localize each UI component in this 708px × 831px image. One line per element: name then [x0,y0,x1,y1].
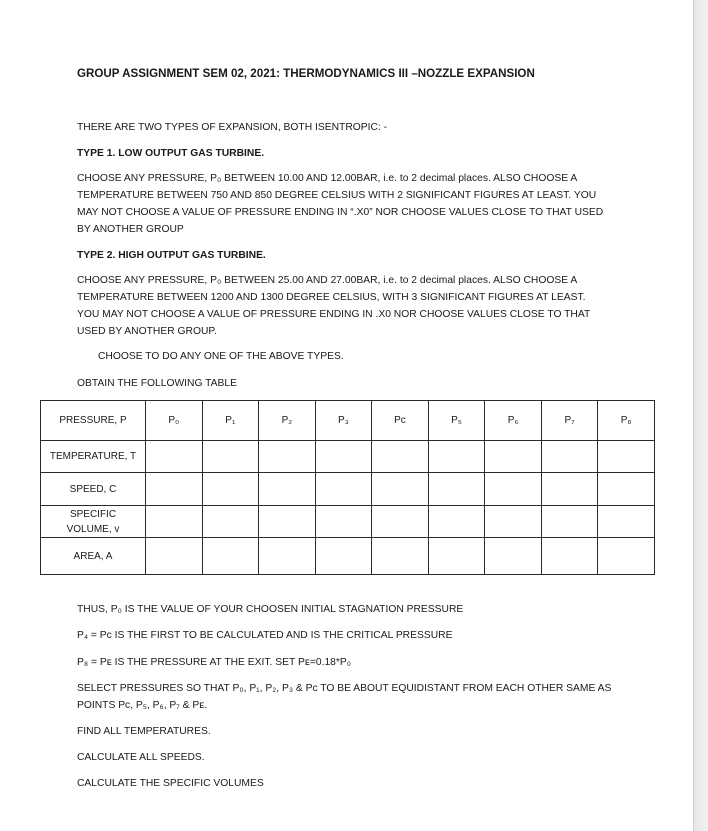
page-title: GROUP ASSIGNMENT SEM 02, 2021: THERMODYNAMICS III –NOZZLE EXPANSION [77,67,535,80]
pressure-col-p8: P₈ [598,401,655,441]
table-cell[interactable] [428,473,485,506]
type1-line-2: TEMPERATURE BETWEEN 750 AND 850 DEGREE CELSIUS WITH 2 SIGNIFICANT FIGURES AT LEAST. YOU [77,190,597,201]
results-table [40,400,655,575]
table-cell[interactable] [315,538,372,575]
table-row-speed [41,473,655,506]
table-cell[interactable] [146,506,203,538]
pressure-col-p2: P₂ [259,401,316,441]
type2-line-3: YOU MAY NOT CHOOSE A VALUE OF PRESSURE ENDING IN .X0 NOR CHOOSE VALUES CLOSE TO THAT [77,309,591,320]
pressure-col-p5: P₅ [428,401,485,441]
note-calculate-volumes: CALCULATE THE SPECIFIC VOLUMES [77,778,264,789]
type1-heading: TYPE 1. LOW OUTPUT GAS TURBINE. [77,148,265,159]
table-cell[interactable] [372,538,429,575]
temperature-label-cell: TEMPERATURE, T [41,441,146,473]
table-cell[interactable] [485,538,542,575]
table-cell[interactable] [372,441,429,473]
type1-line-4: BY ANOTHER GROUP [77,224,184,235]
table-cell[interactable] [485,473,542,506]
table-row-pressure [41,401,655,441]
choose-instruction: CHOOSE TO DO ANY ONE OF THE ABOVE TYPES. [98,351,344,362]
specific-volume-label: SPECIFIC VOLUME, v [66,508,120,535]
table-cell[interactable] [598,441,655,473]
table-cell[interactable] [428,538,485,575]
table-cell[interactable] [485,441,542,473]
note-exit-pressure: P₈ = Pᴇ IS THE PRESSURE AT THE EXIT. SET Pᴇ=0.18*P₀ [77,657,352,668]
intro-text: THERE ARE TWO TYPES OF EXPANSION, BOTH ISENTROPIC: - [77,122,388,133]
table-row-specific-volume [41,506,655,538]
type2-line-2: TEMPERATURE BETWEEN 1200 AND 1300 DEGREE CELSIUS, WITH 3 SIGNIFICANT FIGURES AT LEAST. [77,292,586,303]
note-initial-pressure: THUS, P₀ IS THE VALUE OF YOUR CHOOSEN INITIAL STAGNATION PRESSURE [77,604,464,615]
speed-label-cell: SPEED, C [41,473,146,506]
pressure-col-p1: P₁ [202,401,259,441]
obtain-instruction: OBTAIN THE FOLLOWING TABLE [77,378,238,389]
table-cell[interactable] [315,506,372,538]
table-cell[interactable] [315,473,372,506]
table-cell[interactable] [541,473,598,506]
table-cell[interactable] [202,506,259,538]
table-cell[interactable] [146,538,203,575]
table-cell[interactable] [598,538,655,575]
table-cell[interactable] [146,473,203,506]
type2-line-1: CHOOSE ANY PRESSURE, P₀ BETWEEN 25.00 AND 27.00BAR, i.e. to 2 decimal places. ALSO CHOOSE A [77,275,578,286]
pressure-col-p3: P₃ [315,401,372,441]
table-cell[interactable] [598,473,655,506]
pressure-col-p0: P₀ [146,401,203,441]
table-cell[interactable] [485,506,542,538]
table-cell[interactable] [259,538,316,575]
table-cell[interactable] [541,506,598,538]
table-cell[interactable] [259,506,316,538]
type1-line-3: MAY NOT CHOOSE A VALUE OF PRESSURE ENDING IN “.X0” NOR CHOOSE VALUES CLOSE TO THAT USED [77,207,604,218]
pressure-col-p6: P₆ [485,401,542,441]
table-cell[interactable] [202,473,259,506]
table-cell[interactable] [598,506,655,538]
table-row-area [41,538,655,575]
table-cell[interactable] [259,473,316,506]
specific-volume-label-cell [41,506,146,538]
type2-line-4: USED BY ANOTHER GROUP. [77,326,217,337]
table-cell[interactable] [428,441,485,473]
note-equidistant-line-2: POINTS Pᴄ, P₅, P₆, P₇ & Pᴇ. [77,700,208,711]
pressure-col-p7: P₇ [541,401,598,441]
table-cell[interactable] [315,441,372,473]
table-cell[interactable] [202,441,259,473]
pressure-label-cell: PRESSURE, P [41,401,146,441]
table-cell[interactable] [259,441,316,473]
note-critical-pressure: P₄ = Pᴄ IS THE FIRST TO BE CALCULATED AND IS THE CRITICAL PRESSURE [77,630,453,641]
note-equidistant-line-1: SELECT PRESSURES SO THAT P₀, P₁, P₂, P₃ & Pᴄ TO BE ABOUT EQUIDISTANT FROM EACH OTHER SAME AS [77,683,612,694]
table-cell[interactable] [372,506,429,538]
type2-heading: TYPE 2. HIGH OUTPUT GAS TURBINE. [77,250,266,261]
note-calculate-speeds: CALCULATE ALL SPEEDS. [77,752,205,763]
type1-line-1: CHOOSE ANY PRESSURE, P₀ BETWEEN 10.00 AND 12.00BAR, i.e. to 2 decimal places. ALSO CHOOSE A [77,173,578,184]
table-cell[interactable] [541,538,598,575]
table-cell[interactable] [202,538,259,575]
area-label-cell: AREA, A [41,538,146,575]
table-row-temperature [41,441,655,473]
pressure-col-pc: Pᴄ [372,401,429,441]
table-cell[interactable] [428,506,485,538]
table-cell[interactable] [146,441,203,473]
table-cell[interactable] [541,441,598,473]
table-cell[interactable] [372,473,429,506]
page-edge-scrollbar [693,0,708,831]
note-find-temperatures: FIND ALL TEMPERATURES. [77,726,211,737]
